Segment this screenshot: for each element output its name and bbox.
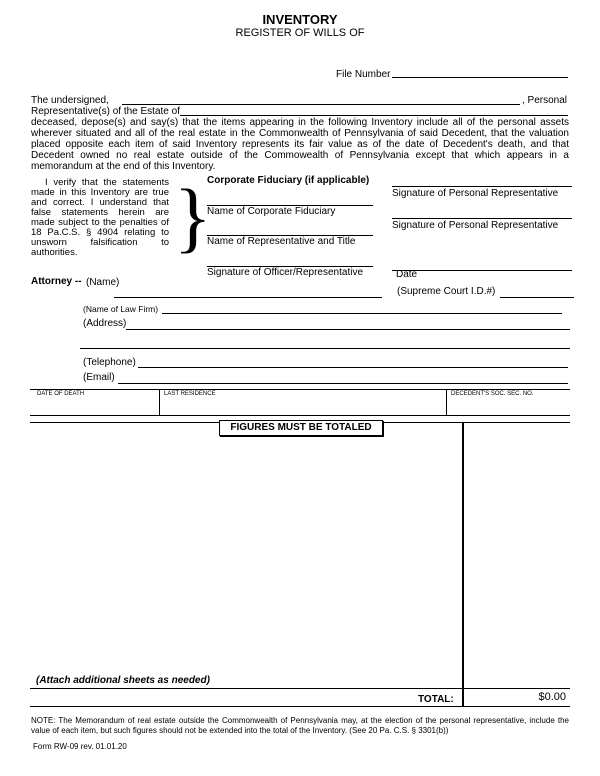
date-of-death-field[interactable] <box>31 399 157 414</box>
signature-label-1: Signature of Personal Representative <box>392 188 559 199</box>
memorandum-note: NOTE: The Memorandum of real estate outside the Commonwealth of Pennsylvania may, at the election of the personal representative, include the value of each item, but such figures should not be extended into the total of the Inventory. (See 20 Pa. C.S. § 3301(b)) <box>31 716 569 735</box>
corporate-name-label: Name of Corporate Fiduciary <box>207 206 336 217</box>
decedent-row-divider-2 <box>446 389 447 416</box>
date-field[interactable] <box>392 270 572 271</box>
email-label: (Email) <box>83 372 115 383</box>
signature-label-2: Signature of Personal Representative <box>392 220 559 231</box>
last-residence-label: LAST RESIDENCE <box>164 391 216 397</box>
officer-signature-label: Signature of Officer/Representative <box>207 267 364 278</box>
address-field-2[interactable] <box>80 348 570 349</box>
estate-of-label: Representative(s) of the Estate of <box>31 106 180 117</box>
inventory-items-area[interactable] <box>31 436 461 672</box>
figures-bottom-border <box>30 688 570 689</box>
attach-note: (Attach additional sheets as needed) <box>36 675 210 686</box>
representative-title-label: Name of Representative and Title <box>207 236 356 247</box>
law-firm-label: (Name of Law Firm) <box>83 304 159 314</box>
total-underline <box>30 706 570 707</box>
corporate-heading: Corporate Fiduciary (if applicable) <box>207 175 370 186</box>
form-id: Form RW-09 rev. 01.01.20 <box>33 742 127 751</box>
file-number-field[interactable] <box>392 77 568 78</box>
date-of-death-label: DATE OF DEATH <box>37 391 85 397</box>
brace-icon: } <box>174 173 212 260</box>
last-residence-field[interactable] <box>161 399 444 414</box>
total-value[interactable]: $0.00 <box>538 691 566 703</box>
law-firm-field[interactable] <box>162 313 562 314</box>
telephone-field[interactable] <box>138 367 568 368</box>
inventory-values-area[interactable] <box>465 436 569 672</box>
estate-name-field[interactable] <box>180 115 568 116</box>
form-title: INVENTORY <box>262 12 338 27</box>
signature-field-2[interactable] <box>392 218 572 219</box>
attorney-name-field[interactable] <box>114 297 382 298</box>
ssn-label: DECEDENT'S SOC. SEC. NO. <box>451 391 534 397</box>
decedent-row-top-border <box>30 389 570 390</box>
attorney-label: Attorney -- <box>31 276 82 287</box>
figures-header-box <box>219 420 383 436</box>
email-field[interactable] <box>118 383 568 384</box>
total-label: TOTAL: <box>418 694 454 705</box>
ssn-field[interactable] <box>448 399 568 414</box>
supreme-court-id-field[interactable] <box>500 297 574 298</box>
file-number-label: File Number <box>336 69 391 80</box>
telephone-label: (Telephone) <box>83 357 136 368</box>
intro-body-text: deceased, depose(s) and say(s) that the items appearing in the following Inventory include all of the personal assets wherever situated and all of the real estate in the Commonwealth of Pennsylvania of said Decedent, that the valuation placed opposite each item of said Inventory represents its fair value as of the date of Decedent's death, and that Decedent owned no real estate outside of the Commowealth of Pennsylvania except that which appears in a memorandum at the end of this Inventory. <box>31 117 569 172</box>
address-field-1[interactable] <box>126 329 570 330</box>
address-label: (Address) <box>83 318 127 329</box>
form-subtitle: REGISTER OF WILLS OF <box>235 27 365 39</box>
decedent-row-bottom-border <box>30 415 570 416</box>
representative-name-field[interactable] <box>122 104 520 105</box>
value-column-divider <box>462 422 464 707</box>
figures-header-text: FIGURES MUST BE TOTALED <box>230 422 372 433</box>
attorney-name-label: (Name) <box>86 277 120 288</box>
signature-field-1[interactable] <box>392 186 572 187</box>
undersigned-label: The undersigned, <box>31 95 109 106</box>
supreme-court-label: (Supreme Court I.D.#) <box>397 286 496 297</box>
verification-text: I verify that the statements made in this Inventory are true and correct. I understand that false statements herein are made subject to the penalties of 18 Pa.C.S. § 4904 relating to unsworn falsification to authorities. <box>31 177 169 258</box>
date-label: Date <box>396 269 418 280</box>
personal-suffix: , Personal <box>522 95 568 106</box>
decedent-row-divider-1 <box>159 389 160 416</box>
